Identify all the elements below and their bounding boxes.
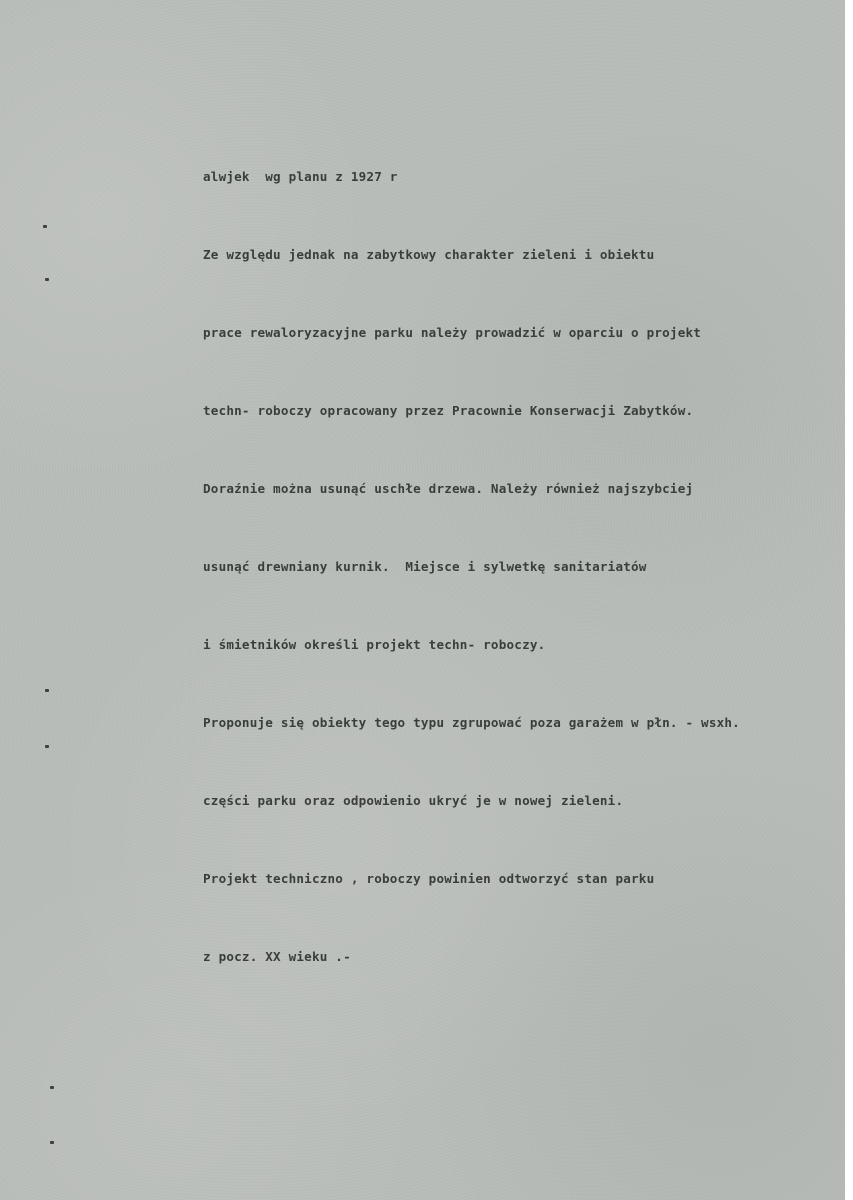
margin-mark [45,745,49,748]
text-line-10: Projekt techniczno , roboczy powinien odtworzyć stan parku [203,871,655,886]
text-line-1: alwjek wg planu z 1927 r [203,169,398,184]
margin-mark [50,1141,54,1144]
text-line-9: części parku oraz odpowienio ukryć je w nowej zieleni. [203,793,624,808]
text-line-11: z pocz. XX wieku .- [203,949,351,964]
text-line-4: techn- roboczy opracowany przez Pracownie Konserwacji Zabytków. [203,403,694,418]
text-line-8: Proponuje się obiekty tego typu zgrupować poza garażem w płn. - wsxh. [203,715,740,730]
text-line-5: Doraźnie można usunąć uschłe drzewa. Należy również najszybciej [203,481,694,496]
text-line-2: Ze względu jednak na zabytkowy charakter zieleni i obiektu [203,247,655,262]
margin-mark [43,225,47,228]
margin-mark [45,278,49,281]
text-line-7: i śmietników określi projekt techn- roboczy. [203,637,546,652]
text-line-3: prace rewaloryzacyjne parku należy prowadzić w oparciu o projekt [203,325,702,340]
text-line-6: usunąć drewniany kurnik. Miejsce i sylwetkę sanitariatów [203,559,647,574]
scan-background-strip [845,0,853,1200]
margin-mark [45,689,49,692]
typed-text-block [203,112,843,1022]
margin-mark [50,1086,54,1089]
